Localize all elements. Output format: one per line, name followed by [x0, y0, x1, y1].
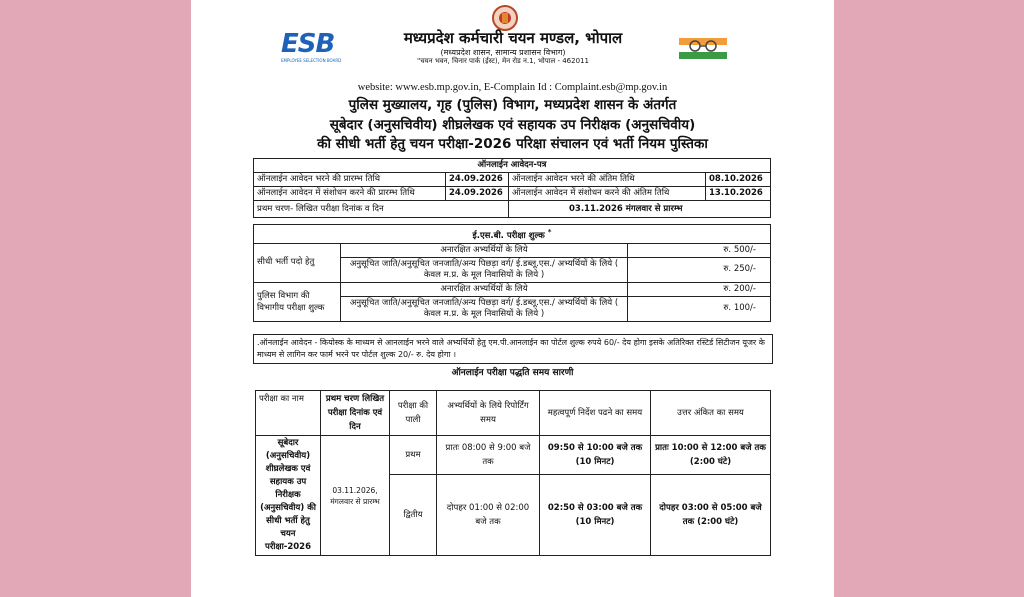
- schedule-table: [255, 390, 771, 556]
- fee-amount: रु. 500/-: [628, 243, 771, 257]
- fee-amount: रु. 100/-: [628, 296, 771, 321]
- fees-title-text: ई.एस.बी. परीक्षा शुल्क: [472, 230, 545, 241]
- fees-table: [253, 224, 771, 322]
- reporting-time: प्रातः 08:00 से 9:00 बजे तक: [437, 436, 540, 475]
- date-label: ऑनलाईन आवेदन भरने की प्रारम्भ तिथि: [254, 173, 446, 187]
- answer-time: प्रातः 10:00 से 12:00 बजे तक (2:00 घंटे): [651, 436, 771, 475]
- column-header: उत्तर अंकित का समय: [651, 391, 771, 436]
- instruction-time: 09:50 से 10:00 बजे तक (10 मिनट): [540, 436, 651, 475]
- application-dates-table: [253, 158, 771, 218]
- fee-amount: रु. 200/-: [628, 282, 771, 296]
- fees-asterisk: *: [547, 227, 552, 236]
- esb-logo-text: ESB: [281, 29, 335, 59]
- column-header: परीक्षा का नाम: [256, 391, 321, 436]
- fee-category: अनारक्षित अभ्यर्थियों के लिये: [341, 243, 628, 257]
- date-value: 13.10.2026: [706, 187, 771, 201]
- exam-date-label: प्रथम चरण- लिखित परीक्षा दिनांक व दिन: [254, 201, 509, 218]
- application-title: ऑनलाईन आवेदन-पत्र: [254, 159, 771, 173]
- date-label: ऑनलाईन आवेदन में संशोधन करने की प्रारम्भ तिथि: [254, 187, 446, 201]
- answer-time: दोपहर 03:00 से 05:00 बजे तक (2:00 घंटे): [651, 474, 771, 555]
- table-row: [256, 436, 771, 475]
- table-row: [254, 201, 771, 218]
- letterhead: [191, 0, 834, 76]
- shift-name: द्वितीय: [390, 474, 437, 555]
- table-header-row: [256, 391, 771, 436]
- fee-category: अनुसूचित जाति/अनुसूचित जनजाति/अन्य पिछड़ा वर्ग/ ई.डब्लू.एस./ अभ्यर्थियों के लिये ( केवल म.प्र. के मूल निवासियों के लिये ): [341, 257, 628, 282]
- fee-category: अनुसूचित जाति/अनुसूचित जनजाति/अन्य पिछड़ा वर्ग/ ई.डब्लू.एस./ अभ्यर्थियों के लिये ( केवल म.प्र. के मूल निवासियों के लिये ): [341, 296, 628, 321]
- fee-group-label: सीधी भर्ती पदो हेतु: [254, 243, 341, 282]
- reporting-time: दोपहर 01:00 से 02:00 बजे तक: [437, 474, 540, 555]
- website-line: website: www.esb.mp.gov.in, E-Complain Id : Complaint.esb@mp.gov.in: [357, 82, 668, 93]
- state-emblem-icon: [487, 4, 523, 32]
- fee-amount: रु. 250/-: [628, 257, 771, 282]
- column-header: महत्वपूर्ण निर्देश पढने का समय: [540, 391, 651, 436]
- table-row: [254, 173, 771, 187]
- document-page: [191, 0, 834, 597]
- org-subtitle: (मध्यप्रदेश शासन, सामान्य प्रशासन विभाग): [440, 48, 566, 57]
- instruction-time: 02:50 से 03:00 बजे तक (10 मिनट): [540, 474, 651, 555]
- shift-name: प्रथम: [390, 436, 437, 475]
- esb-logo: [281, 30, 345, 64]
- fee-group-label: पुलिस विभाग की विभागीय परीक्षा शुल्क: [254, 282, 341, 321]
- org-address: "चयन भवन, चिनार पार्क (ईस्ट), मेन रोड न.1, भोपाल - 462011: [417, 57, 589, 65]
- org-title: मध्यप्रदेश कर्मचारी चयन मण्डल, भोपाल: [403, 29, 623, 47]
- date-value: 24.09.2026: [446, 173, 509, 187]
- heading-line-1: पुलिस मुख्यालय, गृह (पुलिस) विभाग, मध्यप्रदेश शासन के अंतर्गत: [348, 97, 677, 113]
- column-header: परीक्षा की पाली: [390, 391, 437, 436]
- date-value: 08.10.2026: [706, 173, 771, 187]
- table-row: [254, 243, 771, 257]
- swachh-bharat-logo-icon: [677, 36, 729, 62]
- portal-fee-note: .ऑनलाईन आवेदन - कियोस्क के माध्यम से आनलाईन भरने वाले अभ्यर्थियों हेतु एम.पी.आनलाईन का पोर्टल शुल्क रुपये 60/- देय होगा इसके अतिरिक्त रस्टिर्ड सिटीजन यूजर के माध्यम से लागिन कर फार्म भरने पर पोर्टल शुल्क 20/- रु. देय होगा ।: [253, 334, 773, 364]
- date-value: 24.09.2026: [446, 187, 509, 201]
- exam-date: 03.11.2026, मंगलवार से प्रारम्भ: [321, 436, 390, 556]
- table-row: [254, 282, 771, 296]
- table-row: [254, 187, 771, 201]
- column-header: प्रथम चरण लिखित परीक्षा दिनांक एवं दिन: [321, 391, 390, 436]
- date-label: ऑनलाईन आवेदन में संशोधन करने की अंतिम तिथि: [509, 187, 706, 201]
- esb-logo-tagline: EMPLOYEE SELECTION BOARD: [281, 58, 342, 63]
- fee-category: अनारक्षित अभ्यर्थियों के लिये: [341, 282, 628, 296]
- fees-title: [254, 225, 771, 244]
- column-header: अभ्यर्थियों के लिये रिपोर्टिंग समय: [437, 391, 540, 436]
- schedule-title: ऑनलाईन परीक्षा पद्धति समय सारणी: [451, 368, 574, 378]
- heading-line-3: की सीधी भर्ती हेतु चयन परीक्षा-2026 परिक्षा संचालन एवं भर्ती नियम पुस्तिका: [317, 136, 708, 152]
- heading-line-2: सूबेदार (अनुसचिवीय) शीघ्रलेखक एवं सहायक उप निरीक्षक (अनुसचिवीय): [329, 117, 696, 133]
- date-label: ऑनलाईन आवेदन भरने की अंतिम तिथि: [509, 173, 706, 187]
- exam-date-value: 03.11.2026 मंगलवार से प्रारम्भ: [509, 201, 771, 218]
- exam-name: सूबेदार (अनुसचिवीय) शीघ्रलेखक एवं सहायक उप निरीक्षक (अनुसचिवीय) की सीधी भर्ती हेतु चयन परीक्षा-2026: [256, 436, 321, 556]
